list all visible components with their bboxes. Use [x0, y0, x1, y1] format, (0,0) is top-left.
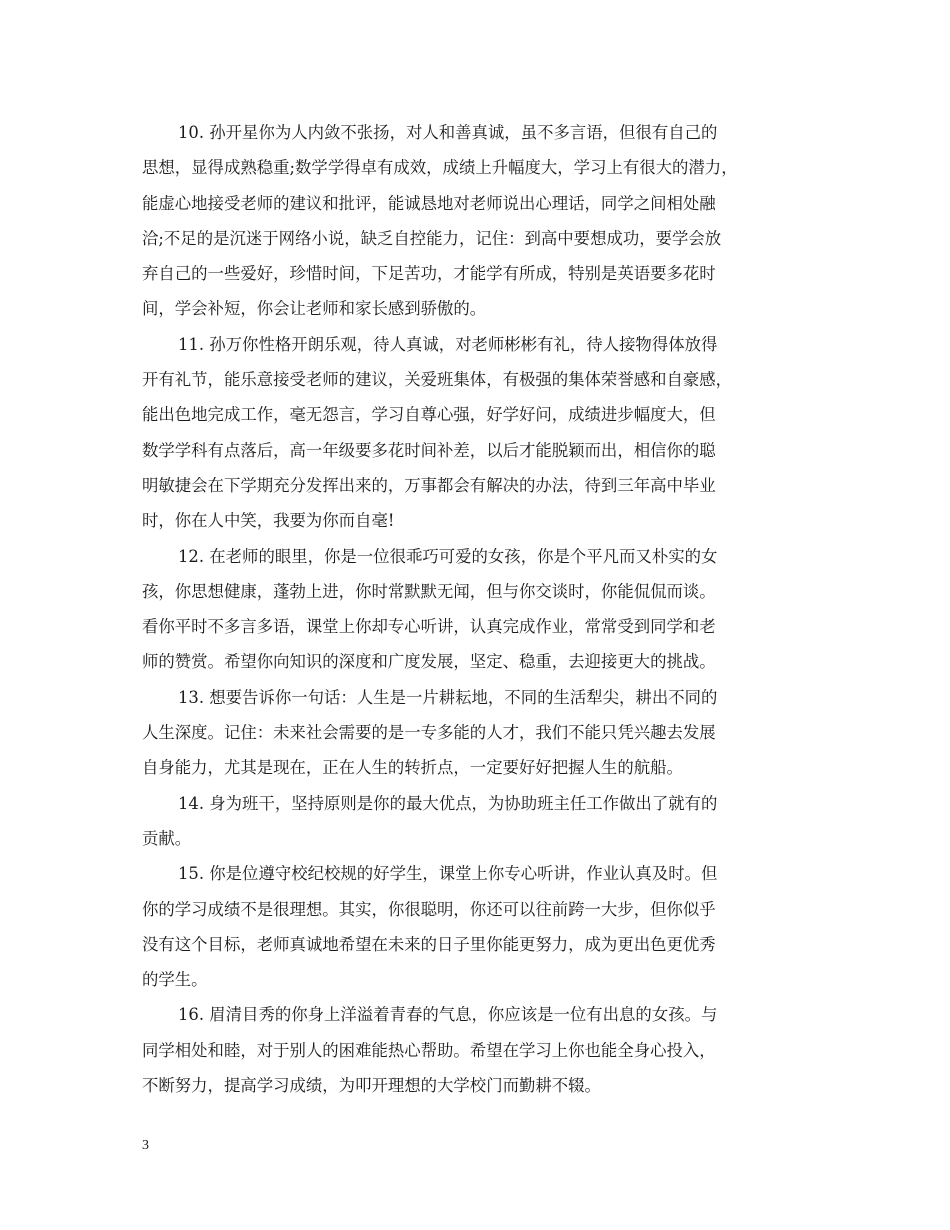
paragraph-line: 孩，你思想健康，蓬勃上进，你时常默默无闻，但与你交谈时，你能侃侃而谈。 — [142, 581, 716, 601]
paragraph-line: 13. 想要告诉你一句话：人生是一片耕耘地，不同的生活犁尖，耕出不同的 — [178, 687, 718, 707]
paragraph-13 — [142, 680, 818, 786]
paragraph-line: 看你平时不多言多语，课堂上你却专心听讲，认真完成作业，常常受到同学和老 — [142, 617, 716, 637]
paragraph-line: 同学相处和睦，对于别人的困难能热心帮助。希望在学习上你也能全身心投入， — [142, 1040, 716, 1060]
paragraph-line: 师的赞赏。希望你向知识的深度和广度发展，坚定、稳重，去迎接更大的挑战。 — [142, 652, 716, 672]
paragraph-line: 12. 在老师的眼里，你是一位很乖巧可爱的女孩，你是个平凡而又朴实的女 — [178, 546, 718, 566]
paragraph-line: 洽;不足的是沉迷于网络小说，缺乏自控能力，记住：到高中要想成功，要学会放 — [142, 228, 722, 248]
paragraph-10 — [142, 115, 818, 327]
paragraph-line: 开有礼节，能乐意接受老师的建议，关爱班集体，有极强的集体荣誉感和自豪感， — [142, 370, 733, 390]
document-body — [142, 115, 818, 1103]
paragraph-line: 时，你在人中笑，我要为你而自毫! — [142, 511, 395, 531]
paragraph-line: 思想，显得成熟稳重;数学学得卓有成效，成绩上升幅度大，学习上有很大的潜力， — [142, 158, 738, 178]
paragraph-line: 16. 眉清目秀的你身上洋溢着青春的气息，你应该是一位有出息的女孩。与 — [178, 1005, 718, 1025]
paragraph-16 — [142, 997, 818, 1103]
paragraph-line: 没有这个目标，老师真诚地希望在未来的日子里你能更努力，成为更出色更优秀 — [142, 934, 716, 954]
paragraph-line: 明敏捷会在下学期充分发挥出来的，万事都会有解决的办法，待到三年高中毕业 — [142, 475, 716, 495]
paragraph-line: 能出色地完成工作，毫无怨言，学习自尊心强，好学好问，成绩进步幅度大，但 — [142, 405, 716, 425]
paragraph-line: 能虚心地接受老师的建议和批评，能诚恳地对老师说出心理话，同学之间相处融 — [142, 193, 716, 213]
paragraph-15 — [142, 856, 818, 997]
paragraph-line: 14. 身为班干，坚持原则是你的最大优点，为协助班主任工作做出了就有的 — [178, 793, 718, 813]
paragraph-line: 的学生。 — [142, 970, 208, 990]
paragraph-line: 10. 孙开星你为人内敛不张扬，对人和善真诚，虽不多言语，但很有自己的 — [178, 123, 718, 142]
paragraph-line: 不断努力，提高学习成绩，为叩开理想的大学校门而勤耕不辍。 — [142, 1076, 601, 1096]
paragraph-line: 数学学科有点落后，高一年级要多花时间补差，以后才能脱颖而出，相信你的聪 — [142, 440, 716, 460]
paragraph-line: 15. 你是位遵守校纪校规的好学生，课堂上你专心听讲，作业认真及时。但 — [178, 864, 718, 884]
paragraph-14 — [142, 786, 818, 857]
paragraph-line: 人生深度。记住：未来社会需要的是一专多能的人才，我们不能只凭兴趣去发展 — [142, 723, 716, 743]
paragraph-line: 贡献。 — [142, 828, 192, 848]
paragraph-12 — [142, 539, 818, 680]
paragraph-line: 你的学习成绩不是很理想。其实，你很聪明，你还可以往前跨一大步，但你似乎 — [142, 899, 716, 919]
paragraph-line: 11. 孙万你性格开朗乐观，待人真诚，对老师彬彬有礼，待人接物得体放得 — [178, 334, 718, 354]
paragraph-line: 自身能力，尤其是现在，正在人生的转折点，一定要好好把握人生的航船。 — [142, 758, 683, 778]
paragraph-line: 弃自己的一些爱好，珍惜时间，下足苦功，才能学有所成，特别是英语要多花时 — [142, 264, 716, 284]
page-number: 3 — [142, 1138, 149, 1153]
paragraph-line: 间，学会补短，你会让老师和家长感到骄傲的。 — [142, 299, 487, 319]
paragraph-11 — [142, 327, 818, 539]
